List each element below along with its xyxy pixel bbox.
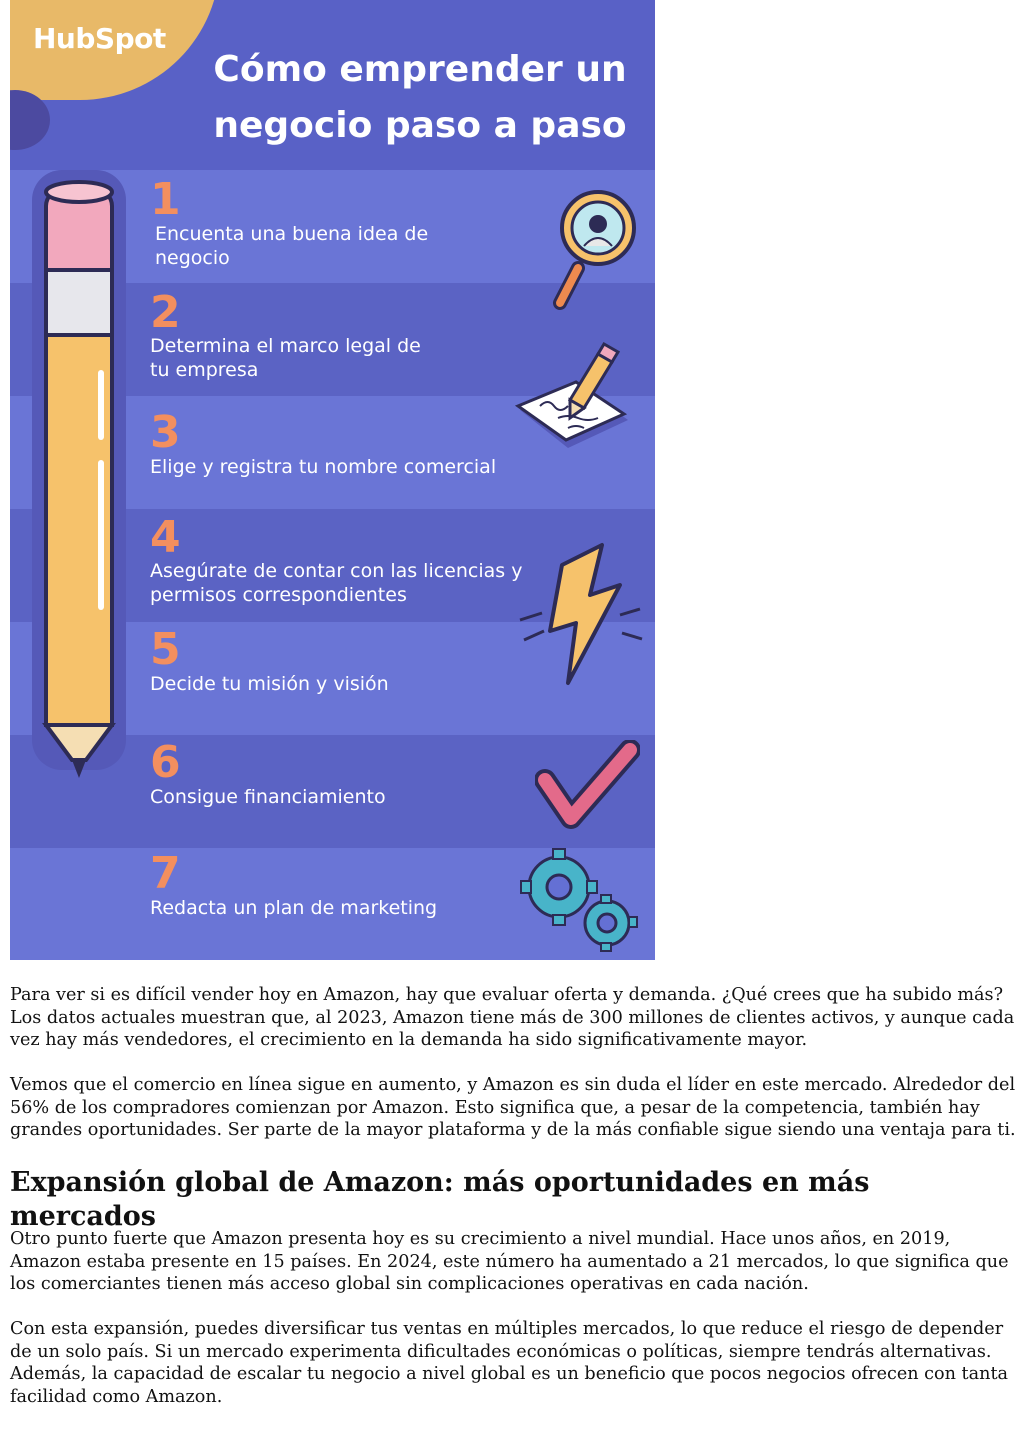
step-text-4: Asegúrate de contar con las licencias y permisos correspondientes	[150, 560, 523, 606]
paragraph-3: Otro punto fuerte que Amazon presenta hoy es su crecimiento a nivel mundial. Hace unos años, en 2019, Amazon estaba presente en 15 países. En 2024, este número ha aumentado a 21 mercados, lo que significa que los comerciantes tienen más acceso global sin complicaciones operativas en cada nación.	[10, 1229, 1009, 1294]
infographic-title: Cómo emprender un negocio paso a paso	[213, 49, 627, 146]
step-number-1: 1	[150, 174, 181, 225]
checkmark-icon	[535, 740, 640, 830]
section-heading: Expansión global de Amazon: más oportunidades en más mercados	[10, 1167, 870, 1232]
hubspot-logo: HubSpot	[33, 22, 166, 55]
pencil-icon	[24, 160, 134, 800]
step-number-2: 2	[150, 287, 181, 338]
step-text-7: Redacta un plan de marketing	[150, 897, 438, 919]
step-number-3: 3	[150, 407, 181, 458]
lightning-bolt-icon	[510, 535, 650, 690]
step-number-6: 6	[150, 737, 181, 788]
paragraph-2: Vemos que el comercio en línea sigue en aumento, y Amazon es sin duda el líder en este mercado. Alrededor del 56% de los compradores comienzan por Amazon. Esto significa que, a pesar de la competencia, también hay grandes oportunidades. Ser parte de la mayor plataforma y de la más confiable sigue siendo una ventaja para ti.	[10, 1075, 1016, 1140]
step-text-3: Elige y registra tu nombre comercial	[150, 456, 497, 478]
paragraph-1: Para ver si es difícil vender hoy en Amazon, hay que evaluar oferta y demanda. ¿Qué crees que ha subido más? Los datos actuales muestran que, al 2023, Amazon tiene más de 300 millones de clientes activos, y aunque cada vez hay más vendedores, el crecimiento en la demanda ha sido significativamente mayor.	[10, 985, 1015, 1050]
step-text-2: Determina el marco legal de tu empresa	[150, 335, 421, 381]
infographic	[10, 0, 655, 960]
paragraph-4: Con esta expansión, puedes diversificar tus ventas en múltiples mercados, lo que reduce el riesgo de depender de un solo país. Si un mercado experimenta dificultades económicas o políticas, siempre tendrás alternativas. Además, la capacidad de escalar tu negocio a nivel global es un beneficio que pocos negocios ofrecen con tanta facilidad como Amazon.	[10, 1319, 1008, 1407]
magnifying-glass-icon	[540, 188, 650, 313]
step-number-5: 5	[150, 624, 181, 675]
step-text-5: Decide tu misión y visión	[150, 673, 389, 695]
step-number-7: 7	[150, 848, 181, 899]
gears-icon	[515, 845, 640, 955]
step-text-6: Consigue financiamiento	[150, 786, 386, 808]
step-text-1: Encuenta una buena idea de negocio	[155, 223, 429, 269]
pencil-document-icon	[510, 340, 640, 465]
step-number-4: 4	[150, 512, 181, 563]
